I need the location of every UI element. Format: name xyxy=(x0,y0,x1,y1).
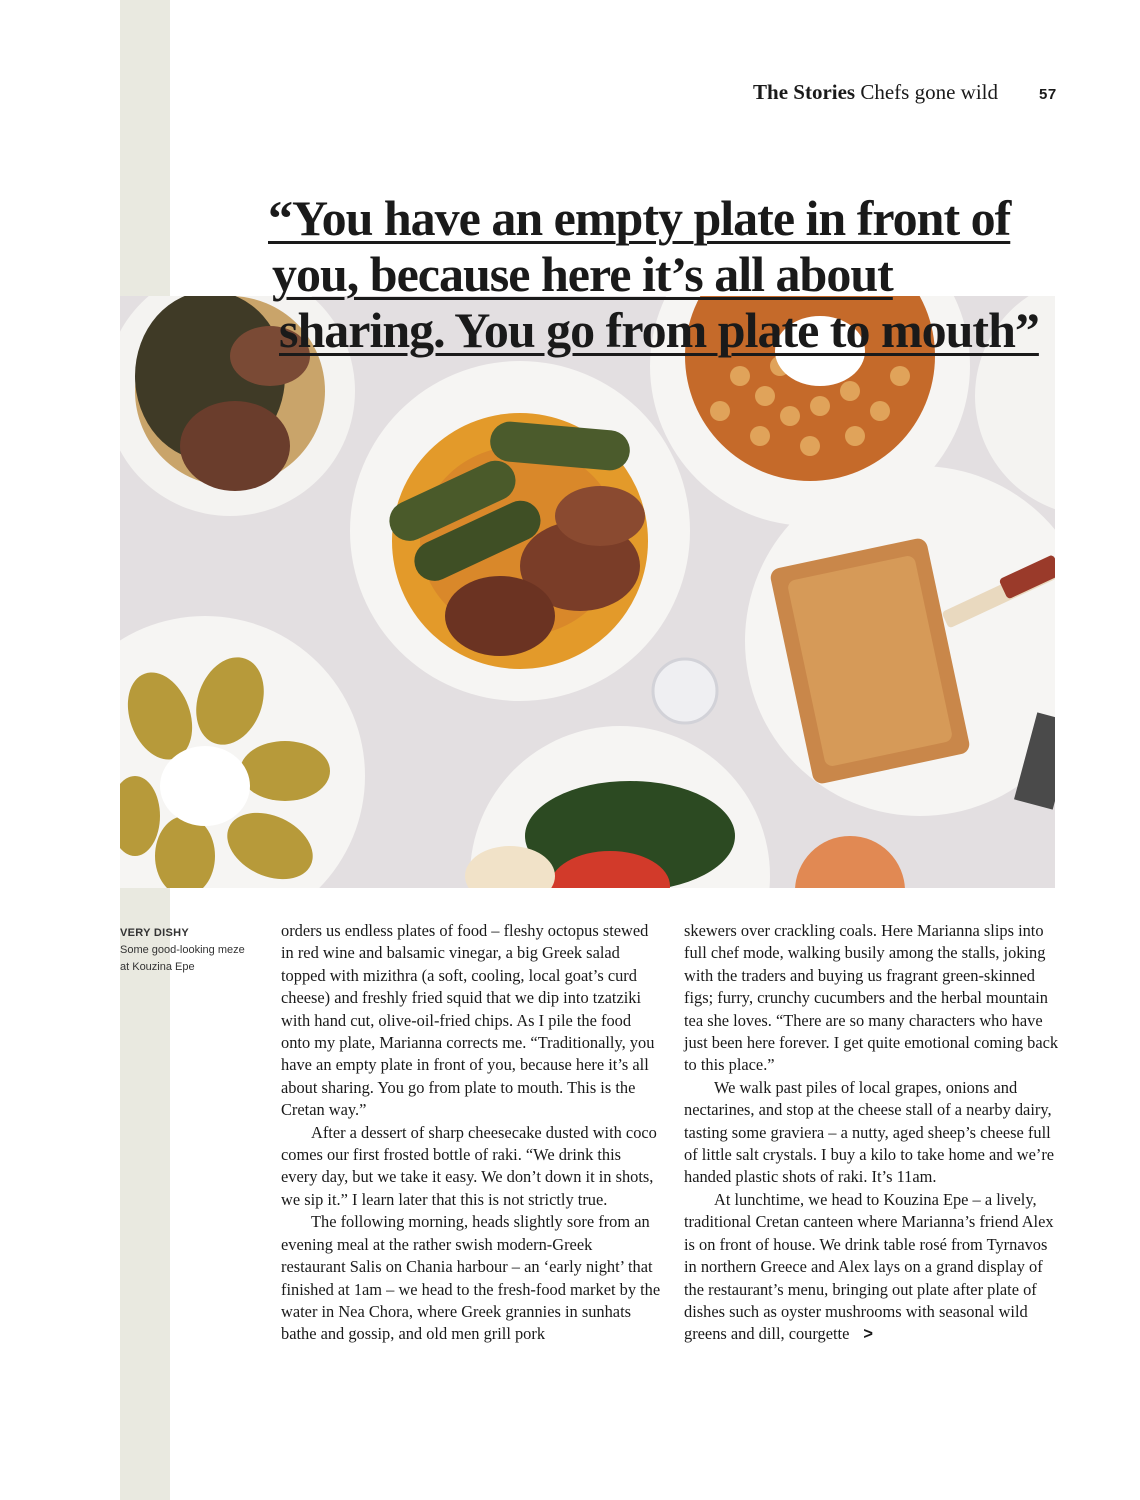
body-paragraph: We walk past piles of local grapes, onions and nectarines, and stop at the cheese stall of a nearby dairy, tasting some graviera – a nutty, aged sheep’s cheese full of little salt crystals. I buy a kilo to take home and we’re handed plastic shots of raki. It’s 11am. xyxy=(684,1077,1055,1187)
pull-quote-line: “You have an empty plate in front of xyxy=(268,190,1011,246)
caption-text: Some good-looking meze xyxy=(120,944,245,956)
pull-quote xyxy=(268,190,1088,358)
body-paragraph: The following morning, heads slightly sore from an evening meal at the rather swish modern-Greek restaurant Salis on Chania harbour – an ‘early night’ that finished at 1am – we head to the fresh-food market by the water in Nea Chora, where Greek grannies in sunhats bathe and gossip, and old men grill pork xyxy=(281,1212,661,1344)
caption-title: VERY DISHY xyxy=(120,927,190,939)
body-paragraph: skewers over crackling coals. Here Marianna slips into full chef mode, walking busily among the stalls, joking with the traders and buying us fragrant green-skinned figs; furry, crunchy cucumbers and the herbal mountain tea she loves. “There are so many characters who have just been here forever. I get quite emotional coming back to this place.” xyxy=(684,921,1059,1075)
body-column-2 xyxy=(684,920,1064,1346)
pull-quote-line: you, because here it’s all about xyxy=(272,246,893,302)
pull-quote-line: sharing. You go from plate to mouth” xyxy=(279,302,1039,358)
continue-arrow-icon: > xyxy=(863,1325,873,1344)
body-paragraph: After a dessert of sharp cheesecake dusted with coco comes our first frosted bottle of raki. “We drink this every day, but we take it easy. We don’t down it in shots, we sip it.” I learn later that this is not strictly true. xyxy=(281,1122,657,1209)
photo-caption xyxy=(120,925,260,976)
meze-photo-illustration xyxy=(120,296,1055,888)
article-title: Chefs gone wild xyxy=(860,80,998,104)
caption-text: at Kouzina Epe xyxy=(120,961,195,973)
page-number: 57 xyxy=(1039,86,1057,103)
meze-dishes-photo xyxy=(120,296,1055,888)
body-paragraph: At lunchtime, we head to Kouzina Epe – a lively, traditional Cretan canteen where Marianna’s friend Alex is on front of house. We drink table rosé from Tyrnavos in northern Greece and Alex lays on a grand display of the restaurant’s menu, bringing out plate after plate of dishes such as oyster mushrooms with seasonal wild greens and dill, courgette xyxy=(684,1189,1054,1344)
body-column-1 xyxy=(281,920,661,1346)
section-name: The Stories xyxy=(753,80,856,104)
running-header xyxy=(753,80,998,105)
body-paragraph: orders us endless plates of food – fleshy octopus stewed in red wine and balsamic vinegar, a big Greek salad topped with mizithra (a soft, cooling, local goat’s curd cheese) and freshly fried squid that we dip into tzatziki with hand cut, olive-oil-fried chips. As I pile the food onto my plate, Marianna corrects me. “Traditionally, you have an empty plate in front of you, because here it’s all about sharing. You go from plate to mouth. This is the Cretan way.” xyxy=(281,921,655,1120)
